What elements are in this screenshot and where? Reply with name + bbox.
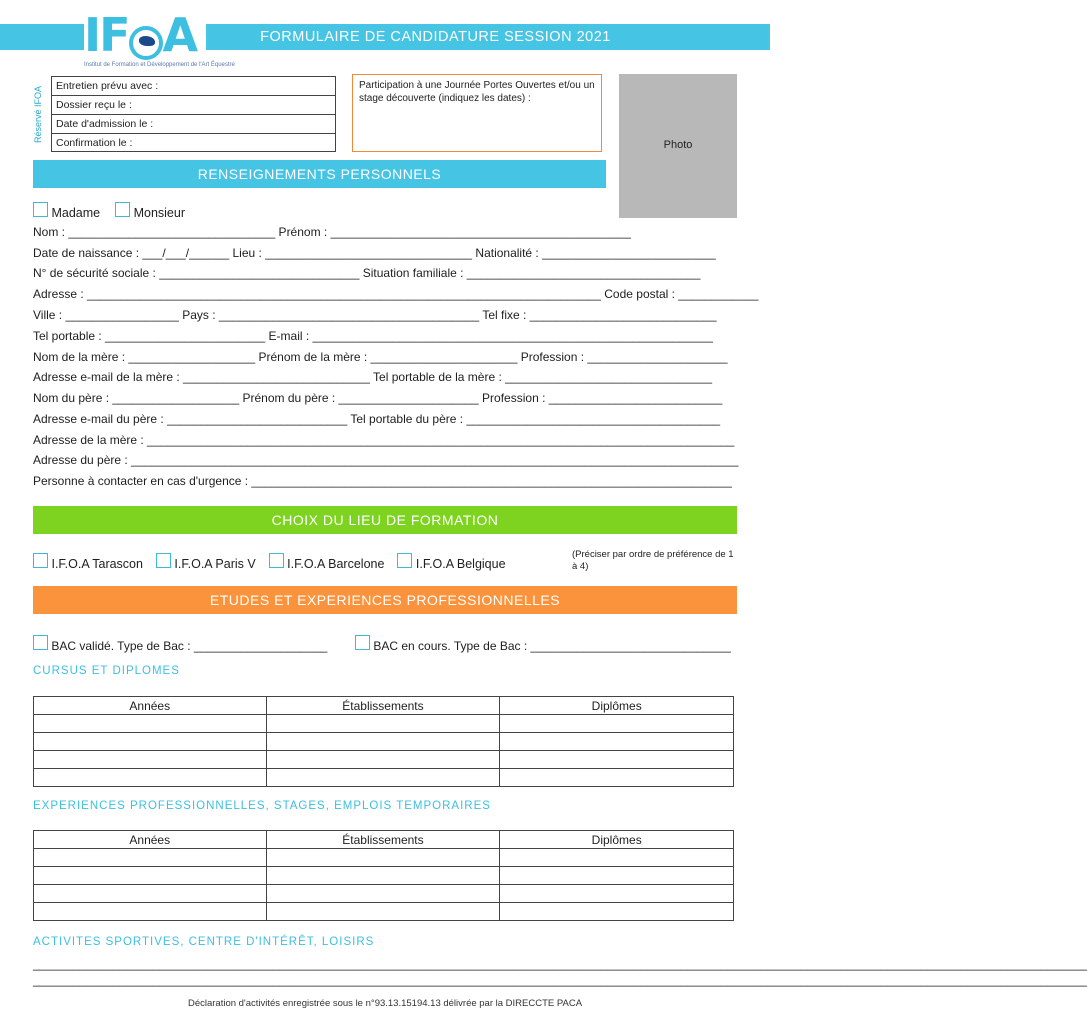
civility-row	[33, 202, 185, 220]
table-cell[interactable]	[34, 867, 267, 885]
bac-en-cours-field[interactable]: BAC en cours. Type de Bac : ______________________________	[373, 639, 731, 653]
bac-valide-row	[33, 635, 327, 653]
location-section-header: CHOIX DU LIEU DE FORMATION	[33, 506, 737, 534]
bac-en-cours-row	[355, 635, 731, 653]
table-cell[interactable]	[34, 903, 267, 921]
barcelone-label: I.F.O.A Barcelone	[287, 557, 385, 571]
column-header: Diplômes	[500, 831, 734, 849]
table-cell[interactable]	[34, 769, 267, 787]
name-line[interactable]: Nom : _______________________________ Prénom : _____________________________________________	[33, 225, 631, 239]
location-note: (Préciser par ordre de préférence de 1 à 4)	[572, 549, 734, 572]
activities-line-2[interactable]: ______________________________________________________________________________________________________________________________________________________________	[33, 973, 1087, 987]
activities-line-1[interactable]: ______________________________________________________________________________________________________________________________________________________________	[33, 957, 1087, 971]
bac-en-cours-checkbox[interactable]	[355, 635, 370, 650]
table-cell[interactable]	[500, 867, 734, 885]
horse-icon	[129, 26, 163, 60]
reserve-row[interactable]: Confirmation le :	[56, 137, 133, 149]
table-row	[34, 885, 734, 903]
belgique-label: I.F.O.A Belgique	[415, 557, 506, 571]
mother-name-line[interactable]: Nom de la mère : ___________________ Prénom de la mère : ______________________ Profession : _____________________	[33, 350, 728, 364]
table-row	[34, 715, 734, 733]
mobile-email-line[interactable]: Tel portable : ________________________ E-mail : ____________________________________________________________	[33, 329, 713, 343]
paris-checkbox[interactable]	[156, 553, 171, 568]
birth-line[interactable]: Date de naissance : ___/___/______ Lieu : _______________________________ Nationalité : __________________________	[33, 246, 716, 260]
city-line[interactable]: Ville : _________________ Pays : _______________________________________ Tel fixe : ____________________________	[33, 308, 717, 322]
social-security-line[interactable]: N° de sécurité sociale : ______________________________ Situation familiale : ___________________________________	[33, 266, 701, 280]
table-cell[interactable]	[500, 751, 734, 769]
emergency-contact-line[interactable]: Personne à contacter en cas d'urgence : ________________________________________________________________________	[33, 474, 732, 488]
tarascon-checkbox[interactable]	[33, 553, 48, 568]
tarascon-label: I.F.O.A Tarascon	[51, 557, 143, 571]
table-cell[interactable]	[266, 769, 500, 787]
location-options	[33, 553, 506, 571]
cursus-title: CURSUS ET DIPLOMES	[33, 665, 180, 677]
column-header: Années	[34, 697, 267, 715]
open-day-field[interactable]: Participation à une Journée Portes Ouvertes et/ou un stage découverte (indiquez les dates) :	[352, 74, 602, 152]
father-name-line[interactable]: Nom du père : ___________________ Prénom du père : _____________________ Profession : __________________________	[33, 391, 723, 405]
form-title: FORMULAIRE DE CANDIDATURE SESSION 2021	[260, 29, 611, 45]
ifoa-logo: IF A Institut de Formation et Développement de l'Art Équestre	[84, 8, 235, 68]
cursus-table	[33, 696, 734, 787]
table-row	[34, 751, 734, 769]
reserve-row[interactable]: Entretien prévu avec :	[52, 77, 335, 96]
table-cell[interactable]	[500, 733, 734, 751]
table-cell[interactable]	[500, 885, 734, 903]
reserve-box	[51, 76, 336, 152]
experience-table	[33, 830, 734, 921]
barcelone-checkbox[interactable]	[269, 553, 284, 568]
bac-valide-field[interactable]: BAC validé. Type de Bac : ____________________	[51, 639, 328, 653]
column-header: Établissements	[266, 697, 500, 715]
table-row	[34, 849, 734, 867]
reserve-row[interactable]: Date d'admission le :	[52, 115, 335, 134]
father-address-line[interactable]: Adresse du père : ___________________________________________________________________________________________	[33, 453, 739, 467]
table-cell[interactable]	[500, 903, 734, 921]
table-cell[interactable]	[266, 715, 500, 733]
mother-contact-line[interactable]: Adresse e-mail de la mère : ____________________________ Tel portable de la mère : _______________________________	[33, 370, 713, 384]
table-cell[interactable]	[266, 885, 500, 903]
reserve-label: Réservé IFOA	[33, 85, 43, 143]
table-header-row	[34, 697, 734, 715]
table-cell[interactable]	[500, 769, 734, 787]
personal-section-header: RENSEIGNEMENTS PERSONNELS	[33, 160, 606, 188]
table-cell[interactable]	[34, 849, 267, 867]
table-row	[34, 867, 734, 885]
activities-title: ACTIVITES SPORTIVES, CENTRE D'INTÉRÊT, LOISIRS	[33, 936, 375, 948]
table-cell[interactable]	[500, 849, 734, 867]
father-contact-line[interactable]: Adresse e-mail du père : ___________________________ Tel portable du père : ______________________________________	[33, 412, 721, 426]
table-cell[interactable]	[34, 885, 267, 903]
monsieur-label: Monsieur	[133, 206, 185, 220]
logo-tagline: Institut de Formation et Développement de l'Art Équestre	[84, 62, 235, 68]
madame-checkbox[interactable]	[33, 202, 48, 217]
photo-label: Photo	[663, 139, 693, 151]
belgique-checkbox[interactable]	[397, 553, 412, 568]
table-cell[interactable]	[34, 751, 267, 769]
table-cell[interactable]	[266, 903, 500, 921]
bac-valide-checkbox[interactable]	[33, 635, 48, 650]
table-cell[interactable]	[500, 715, 734, 733]
table-cell[interactable]	[34, 733, 267, 751]
table-cell[interactable]	[34, 715, 267, 733]
madame-label: Madame	[51, 206, 101, 220]
paris-label: I.F.O.A Paris V	[174, 557, 256, 571]
table-cell[interactable]	[266, 849, 500, 867]
column-header: Diplômes	[500, 697, 734, 715]
table-row	[34, 733, 734, 751]
table-cell[interactable]	[266, 733, 500, 751]
table-cell[interactable]	[266, 867, 500, 885]
column-header: Années	[34, 831, 267, 849]
mother-address-line[interactable]: Adresse de la mère : ________________________________________________________________________________________	[33, 433, 735, 447]
reserve-row[interactable]: Dossier reçu le :	[52, 96, 335, 115]
address-line[interactable]: Adresse : _____________________________________________________________________________ Code postal : ____________	[33, 287, 759, 301]
table-row	[34, 903, 734, 921]
studies-section-header: ETUDES ET EXPERIENCES PROFESSIONNELLES	[33, 586, 737, 614]
table-header-row	[34, 831, 734, 849]
table-cell[interactable]	[266, 751, 500, 769]
column-header: Établissements	[266, 831, 500, 849]
experience-title: EXPERIENCES PROFESSIONNELLES, STAGES, EMPLOIS TEMPORAIRES	[33, 800, 491, 812]
monsieur-checkbox[interactable]	[115, 202, 130, 217]
table-row	[34, 769, 734, 787]
footer-text: Déclaration d'activités enregistrée sous le n°93.13.15194.13 délivrée par la DIRECCTE PACA	[187, 998, 583, 1009]
